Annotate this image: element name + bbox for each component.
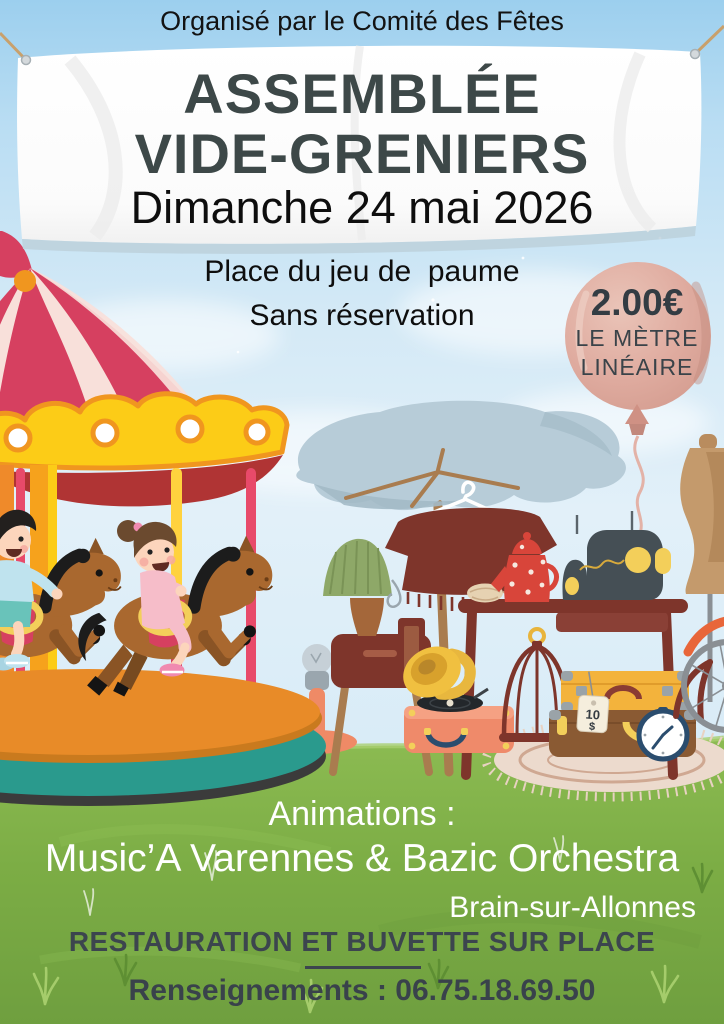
event-date: Dimanche 24 mai 2026 (130, 182, 594, 233)
bands-line: Music’A Varennes & Bazic Orchestra (44, 837, 680, 880)
price-tag-amount: 10 (585, 706, 601, 723)
poster-title-line2: VIDE-GRENIERS (134, 122, 590, 185)
banner-grommet-right (691, 50, 700, 59)
event-location: Place du jeu de paume (204, 255, 520, 288)
carousel-platform (0, 669, 326, 806)
sewing-machine-icon (562, 511, 671, 600)
town-name: Brain-sur-Allonnes (449, 891, 696, 924)
balloon-unit-line1: LE MÈTRE (575, 325, 699, 351)
clock-icon (639, 707, 687, 759)
catering-line: RESTAURATION ET BUVETTE SUR PLACE (68, 926, 656, 957)
organizer-line: Organisé par le Comité des Fêtes (160, 6, 564, 36)
banner-string-left (0, 33, 26, 60)
balloon-price: 2.00€ (590, 282, 684, 323)
poster-title-line1: ASSEMBLÉE (183, 62, 541, 125)
table-lamp-icon (323, 539, 400, 636)
contact-line: Renseignements : 06.75.18.69.50 (128, 974, 596, 1007)
reservation-note: Sans réservation (249, 299, 475, 332)
balloon-unit-line2: LINÉAIRE (580, 354, 694, 380)
price-tag-currency: $ (588, 720, 596, 734)
footer-divider (305, 966, 421, 969)
animations-heading: Animations : (268, 795, 456, 833)
